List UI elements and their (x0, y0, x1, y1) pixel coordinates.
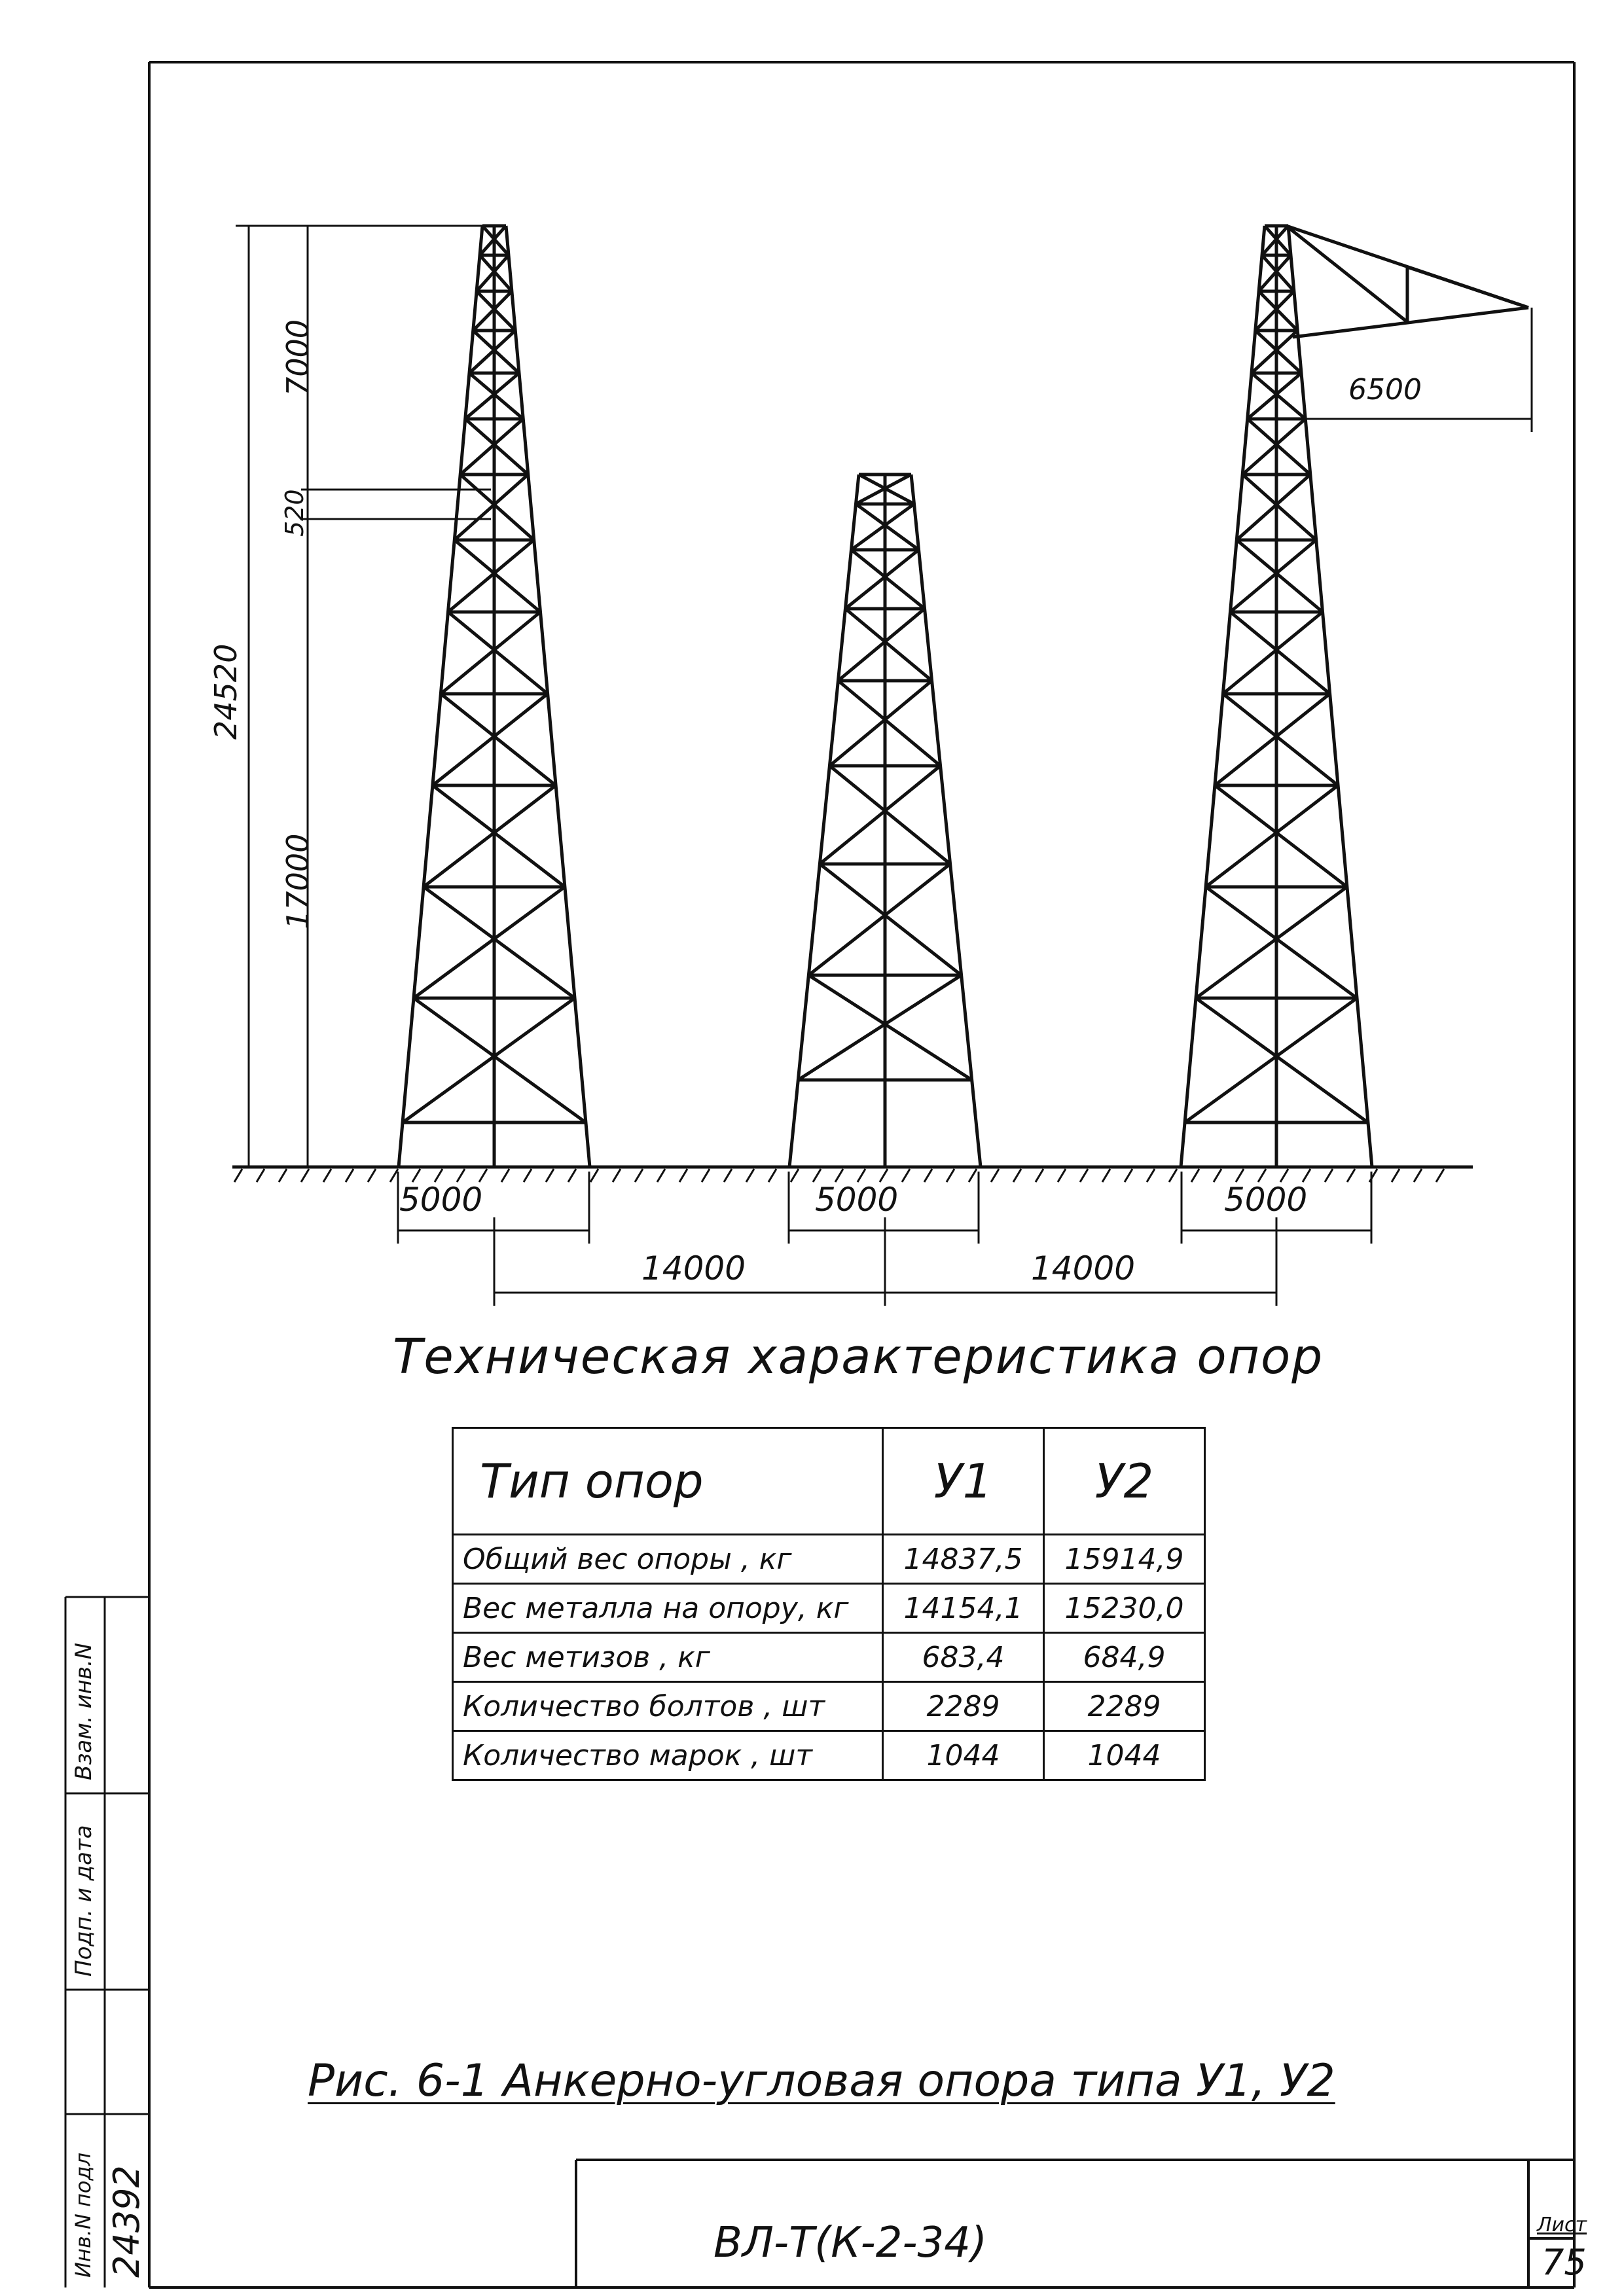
ground-hatch-mark (835, 1169, 843, 1182)
table-cell: 15914,9 (1044, 1535, 1205, 1584)
ground-hatch-mark (947, 1169, 954, 1182)
table-cell: 2289 (1044, 1682, 1205, 1731)
dim-crossarm-label: 6500 (1348, 373, 1422, 406)
ground-hatch-mark (991, 1169, 999, 1182)
stamp-replace-label: Взам. инв.N (71, 1642, 97, 1780)
tower-brace (1248, 373, 1301, 419)
tower-brace (465, 419, 528, 475)
tower-brace (433, 785, 565, 887)
ground-hatch-mark (1214, 1169, 1221, 1182)
ground-hatch-mark (279, 1169, 287, 1182)
tower-brace (1223, 694, 1338, 785)
ground-hatching (234, 1169, 1444, 1182)
tower-brace (1206, 887, 1357, 998)
stamp-inv-label: Инв.N подл (71, 2152, 96, 2278)
tower-brace (798, 975, 961, 1080)
dim-total-label: 24520 (208, 643, 244, 740)
table-cell: 15230,0 (1044, 1584, 1205, 1633)
table-header-row (453, 1428, 1205, 1535)
ground-hatch-mark (1125, 1169, 1132, 1182)
ground-hatch-mark (613, 1169, 621, 1182)
tower-brace (469, 373, 523, 419)
tower-brace (460, 475, 534, 540)
tower-leg (399, 226, 482, 1167)
table-row (453, 1535, 1205, 1584)
tower-brace (845, 609, 931, 681)
tower-brace (441, 612, 540, 694)
ground-hatch-mark (724, 1169, 732, 1182)
tower-brace (1259, 291, 1297, 331)
ground-hatch-mark (524, 1169, 532, 1182)
sheet-number: 75 (1542, 2242, 1587, 2283)
ground-hatch-mark (1036, 1169, 1043, 1182)
tower-brace (460, 419, 523, 475)
stamp-inv-number: 24392 (106, 2165, 147, 2278)
dim-middle-gap-label: 520 (280, 489, 309, 537)
table-cell: 14154,1 (883, 1584, 1044, 1633)
ground-hatch-mark (1169, 1169, 1177, 1182)
table-title: Техническая характеристика опор (393, 1329, 1324, 1385)
ground-hatch-mark (1392, 1169, 1399, 1182)
ground-hatch-mark (902, 1169, 910, 1182)
ground-hatch-mark (1102, 1169, 1110, 1182)
dim-base-left-label: 5000 (399, 1181, 483, 1219)
tower-brace (1215, 785, 1347, 887)
tower-leg (506, 226, 590, 1167)
ground-hatch-mark (1325, 1169, 1333, 1182)
ground-hatch-mark (1013, 1169, 1021, 1182)
tower-brace (1185, 998, 1357, 1122)
tower-brace (808, 975, 971, 1080)
tower-left (399, 226, 590, 1167)
ground-hatch-mark (234, 1169, 242, 1182)
tower-brace (473, 331, 519, 373)
ground-hatch-mark (1147, 1169, 1155, 1182)
ground-hatch-mark (435, 1169, 442, 1182)
sheet-label: Лист (1537, 2214, 1587, 2236)
tower-brace (414, 887, 565, 998)
ground-hatch-mark (791, 1169, 799, 1182)
tower-brace (1196, 887, 1347, 998)
tower-brace (820, 766, 940, 864)
crossarm-right (1286, 226, 1528, 337)
ground-hatch-mark (746, 1169, 754, 1182)
tower-brace (838, 609, 924, 681)
ground-hatch-mark (924, 1169, 932, 1182)
tower-brace (441, 694, 556, 785)
tower-brace (1252, 373, 1305, 419)
ground-hatch-mark (1347, 1169, 1355, 1182)
table-cell: Общий вес опоры , кг (453, 1535, 883, 1584)
tower-brace (454, 475, 528, 540)
tower-brace (838, 681, 940, 766)
ground-hatch-mark (1414, 1169, 1422, 1182)
ground-hatch-mark (1258, 1169, 1266, 1182)
table-row (453, 1731, 1205, 1780)
dim-spacing-left-label: 14000 (641, 1249, 746, 1287)
ground-hatch-mark (813, 1169, 821, 1182)
ground-hatch-mark (1191, 1169, 1199, 1182)
tower-brace (1230, 540, 1316, 612)
ground-hatch-mark (301, 1169, 309, 1182)
ground-hatch-mark (390, 1169, 398, 1182)
table-header-cell: У2 (1044, 1428, 1205, 1535)
tower-center (789, 475, 981, 1167)
table-cell: 683,4 (883, 1633, 1044, 1682)
stamp-sign-label: Подп. и дата (71, 1825, 97, 1977)
tower-brace (1215, 694, 1330, 785)
tower-right (1181, 226, 1372, 1167)
ground-hatch-mark (679, 1169, 687, 1182)
tower-brace (448, 540, 533, 612)
table-cell: 14837,5 (883, 1535, 1044, 1584)
tower-brace (403, 998, 575, 1122)
ground-hatch-mark (635, 1169, 643, 1182)
table-row (453, 1633, 1205, 1682)
tower-brace (1242, 475, 1316, 540)
ground-hatch-mark (323, 1169, 331, 1182)
ground-hatch-mark (1080, 1169, 1088, 1182)
ground-hatch-mark (257, 1169, 264, 1182)
dim-base-right-label: 5000 (1224, 1181, 1308, 1219)
spec-table (452, 1427, 1206, 1781)
ground-hatch-mark (657, 1169, 665, 1182)
tower-brace (1230, 612, 1329, 694)
tower-brace (424, 785, 556, 887)
tower-brace (448, 612, 547, 694)
table-cell: Вес метизов , кг (453, 1633, 883, 1682)
tower-brace (1196, 998, 1368, 1122)
table-cell: 1044 (883, 1731, 1044, 1780)
table-cell: 1044 (1044, 1731, 1205, 1780)
table-cell: Вес металла на опору, кг (453, 1584, 883, 1633)
tower-brace (851, 550, 924, 609)
ground-hatch-mark (457, 1169, 465, 1182)
ground-hatch-mark (590, 1169, 598, 1182)
ground-hatch-mark (1436, 1169, 1444, 1182)
table-cell: Количество болтов , шт (453, 1682, 883, 1731)
tower-brace (477, 291, 515, 331)
table-header-cell: У1 (883, 1428, 1044, 1535)
tower-brace (473, 291, 512, 331)
ground-hatch-mark (1236, 1169, 1244, 1182)
tower-brace (1236, 475, 1310, 540)
dim-spacing-right-label: 14000 (1031, 1249, 1136, 1287)
tower-brace (1255, 291, 1294, 331)
table-cell: 684,9 (1044, 1633, 1205, 1682)
ground-hatch-mark (412, 1169, 420, 1182)
table-cell: Количество марок , шт (453, 1731, 883, 1780)
tower-brace (454, 540, 540, 612)
ground-hatch-mark (501, 1169, 509, 1182)
tower-brace (465, 373, 519, 419)
tower-brace (808, 864, 950, 975)
ground-hatch-mark (346, 1169, 353, 1182)
tower-brace (1236, 540, 1322, 612)
ground-hatch-mark (880, 1169, 888, 1182)
table-cell: 2289 (883, 1682, 1044, 1731)
ground-hatch-mark (546, 1169, 554, 1182)
table-header-cell: Тип опор (453, 1428, 883, 1535)
tower-brace (1252, 331, 1297, 373)
tower-brace (1242, 419, 1305, 475)
ground-hatch-mark (479, 1169, 487, 1182)
table-row (453, 1584, 1205, 1633)
ground-hatch-mark (768, 1169, 776, 1182)
tower-brace (1223, 612, 1322, 694)
tower-brace (433, 694, 548, 785)
figure-caption: Рис. 6-1 Анкерно-угловая опора типа У1, У2 (308, 2055, 1335, 2107)
tower-leg (1288, 226, 1372, 1167)
ground-hatch-mark (1058, 1169, 1066, 1182)
tower-brace (469, 331, 515, 373)
ground-hatch-mark (969, 1169, 977, 1182)
tower-brace (845, 550, 918, 609)
tower-leg (1181, 226, 1265, 1167)
tower-brace (851, 504, 914, 550)
dim-lower-section-label: 17000 (280, 833, 316, 929)
doc-code: ВЛ-Т(К-2-34) (713, 2219, 987, 2267)
dim-base-center-label: 5000 (815, 1181, 899, 1219)
tower-brace (856, 504, 918, 550)
ground-hatch-mark (857, 1169, 865, 1182)
ground-hatch-mark (1280, 1169, 1288, 1182)
tower-brace (820, 864, 961, 975)
dim-top-section-label: 7000 (280, 319, 316, 396)
ground-hatch-mark (702, 1169, 710, 1182)
ground-hatch-mark (368, 1169, 376, 1182)
table-row (453, 1682, 1205, 1731)
tower-brace (829, 681, 931, 766)
ground-hatch-mark (1303, 1169, 1310, 1182)
tower-brace (414, 998, 586, 1122)
tower-brace (829, 766, 950, 864)
tower-brace (1206, 785, 1338, 887)
tower-brace (1248, 419, 1310, 475)
tower-brace (424, 887, 575, 998)
ground-hatch-mark (568, 1169, 576, 1182)
